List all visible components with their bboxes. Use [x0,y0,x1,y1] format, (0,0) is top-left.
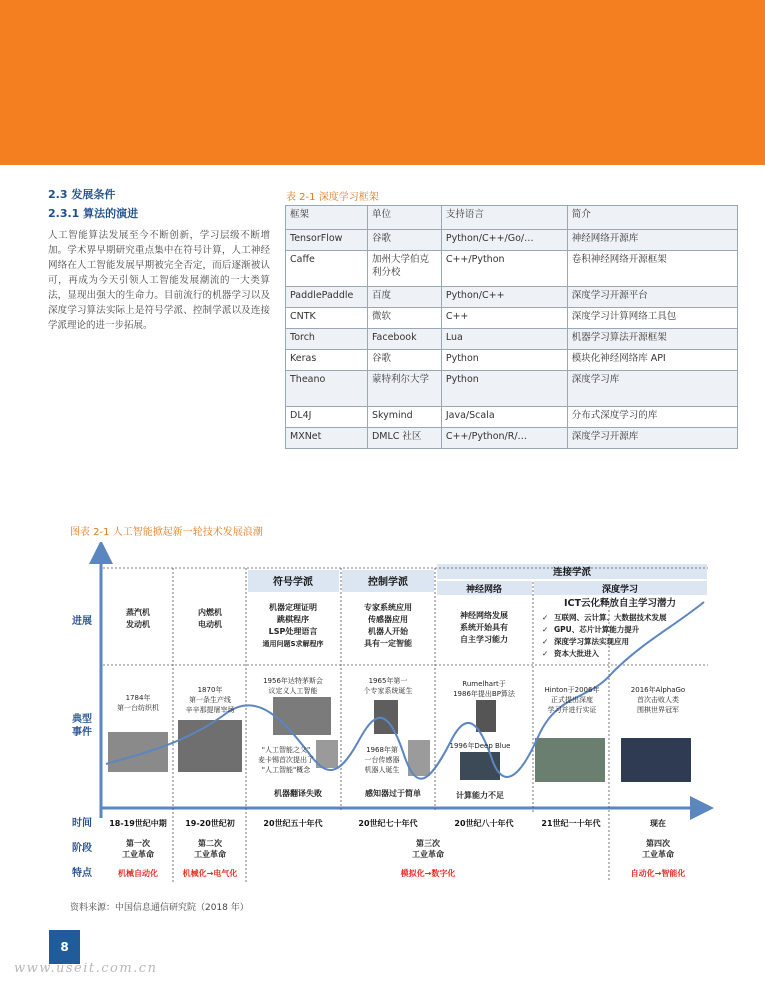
downturn-label: 机器翻译失败 [274,789,322,798]
row-label-feature: 特点 [72,868,92,879]
table-cell: Keras [286,350,368,371]
table-header-cell: 单位 [367,206,441,230]
table-cell: 神经网络开源库 [567,230,737,251]
progress-text: 蒸汽机 [126,608,150,617]
stage-label: 第二次 [198,839,222,848]
event-text: 一台传感器 [364,756,400,764]
table-header-cell: 支持语言 [441,206,567,230]
school-control: 控制学派 [368,577,408,588]
stage-label: 工业革命 [642,850,674,859]
photo-rumelhart [476,700,496,732]
event-text: 正式提出深度 [551,696,593,704]
table-cell: 谷歌 [367,230,441,251]
table-cell: C++/Python/R/… [441,428,567,449]
time-label: 18-19世纪中期 [109,819,167,828]
photo-production-line [178,720,242,772]
event-text: 1968年第 [366,746,398,754]
event-text: 1956年达特茅斯会 [263,677,323,685]
body-paragraph: 人工智能算法发展至今不断创新，学习层级不断增加。学术界早期研究重点集中在符号计算，人工神经网络在人工智能发展早期被完全否定，而后逐渐被认可，再成为今天引领人工智能发展潮流的一大类算法，显现出强大的生命力。目前流行的机器学习以及深度学习算法实际上是符号学派、控制学派以及连接学派理论的进一步拓展。 [48,230,270,331]
table-row [286,407,738,428]
table-cell: 模块化神经网络库 API [567,350,737,371]
table-cell: 深度学习计算网络工具包 [567,308,737,329]
progress-text: 自主学习能力 [460,635,508,644]
photo-hinton [535,738,605,782]
table-cell: 卷积神经网络开源框架 [567,251,737,287]
event-text: 1965年第一 [368,677,408,685]
table-cell: Lua [441,329,567,350]
event-text: 1784年 [125,694,151,702]
table-row [286,371,738,407]
table-row [286,251,738,287]
table-row [286,230,738,251]
progress-text: 传感器应用 [368,615,408,624]
photo-spinning-machine [108,732,168,772]
downturn-label: 感知器过于简单 [365,789,421,798]
school-neural: 神经网络 [465,585,503,595]
feature-label: 自动化→智能化 [630,869,686,878]
table-cell: Facebook [367,329,441,350]
section-column [48,187,270,333]
progress-text: 内燃机 [198,608,222,617]
table-cell: Python/C++/Go/… [441,230,567,251]
row-label-events: 典型 [72,714,92,725]
table-cell: C++/Python [441,251,567,287]
row-label-time: 时间 [72,818,92,829]
table-header-cell: 框架 [286,206,368,230]
section-heading: 2.3 发展条件 [48,188,116,201]
table-cell: Java/Scala [441,407,567,428]
progress-text: LSP处理语言 [268,627,318,636]
stage-label: 第三次 [416,839,440,848]
table-cell: C++ [441,308,567,329]
event-text: 2016年AlphaGo [630,686,686,694]
event-text: 第一台纺织机 [117,704,159,712]
event-text: 围棋世界冠军 [637,706,679,714]
stage-label: 第一次 [126,839,150,848]
stage-label: 工业革命 [122,850,154,859]
feature-label: 机械自动化 [118,869,158,878]
table-cell: 深度学习库 [567,371,737,407]
table-cell: Caffe [286,251,368,287]
event-text: 1870年 [197,686,223,694]
table-cell: Theano [286,371,368,407]
school-connection: 连接学派 [552,567,592,578]
progress-bullet: 互联网、云计算、大数据技术发展 [554,613,667,622]
progress-bullet: GPU、芯片计算能力提升 [554,625,640,634]
stage-label: 第四次 [646,839,670,848]
table-cell: Skymind [367,407,441,428]
downturn-label: 计算能力不足 [456,791,504,800]
event-text: Rumelhart于 [462,680,506,688]
progress-text: 神经网络发展 [460,611,508,620]
progress-text: 发动机 [126,620,150,629]
school-symbolic: 符号学派 [273,577,313,588]
table-cell: 分布式深度学习的库 [567,407,737,428]
progress-text: 具有一定智能 [364,639,412,648]
table-cell: CNTK [286,308,368,329]
event-text: 机器人诞生 [364,766,400,774]
table-cell: Python/C++ [441,287,567,308]
table-cell: 谷歌 [367,350,441,371]
table-cell: 加州大学伯克利分校 [367,251,441,287]
table-cell: 微软 [367,308,441,329]
event-text: 议定义人工智能 [268,687,318,695]
table-cell: 深度学习开源平台 [567,287,737,308]
table-row [286,287,738,308]
event-text: 首次击败人类 [637,696,679,704]
time-label: 19-20世纪初 [185,819,235,828]
event-text: 1996年Deep Blue [449,742,511,750]
event-text: 1986年提出BP算法 [453,690,515,698]
event-text: Hinton于2006年 [544,686,600,694]
feature-label: 机械化→电气化 [182,869,238,878]
event-text: 第一条生产线 [189,696,231,704]
photo-alphago [621,738,691,782]
time-label: 现在 [650,819,666,828]
progress-text: ICT云化释放自主学习潜力 [564,598,676,609]
event-text: "人工智能之父" [261,746,311,754]
table-cell: DMLC 社区 [367,428,441,449]
table-cell: PaddlePaddle [286,287,368,308]
event-text: 个专家系统诞生 [363,687,413,695]
table-cell: 机器学习算法开源框架 [567,329,737,350]
table-cell: MXNet [286,428,368,449]
subsection-heading: 2.3.1 算法的演进 [48,207,139,220]
table-cell: Python [441,350,567,371]
progress-text: 电动机 [198,620,222,629]
time-label: 21世纪一十年代 [541,819,601,828]
table-header-cell: 简介 [567,206,737,230]
page-number: 8 [49,930,80,964]
progress-text: 机器定理证明 [269,603,317,612]
table-cell: Torch [286,329,368,350]
top-banner [0,0,765,165]
ai-wave-timeline-figure [68,542,718,882]
watermark: www.useit.com.cn [14,961,158,976]
stage-label: 工业革命 [194,850,226,859]
check-mark-icon: ✓ [542,625,549,634]
progress-bullet: 深度学习算法实现应用 [554,637,629,646]
event-text: 学习并进行实证 [547,706,597,714]
table-row [286,428,738,449]
feature-label: 模拟化→数字化 [400,869,456,878]
progress-text: 专家系统应用 [364,603,412,612]
check-mark-icon: ✓ [542,613,549,622]
check-mark-icon: ✓ [542,649,549,658]
progress-text: 通用问题S求解程序 [262,640,324,648]
progress-text: 系统开始具有 [460,623,508,632]
photo-expert-system [374,700,398,734]
progress-text: 机器人开始 [368,627,408,636]
table-cell: 深度学习开源库 [567,428,737,449]
photo-dartmouth [273,697,331,735]
framework-table [285,205,738,449]
table-cell: TensorFlow [286,230,368,251]
figure-caption: 图表 2-1 人工智能掀起新一轮技术发展浪潮 [70,527,263,538]
table-cell: 蒙特利尔大学 [367,371,441,407]
event-text: 麦卡锡首次提出了 [258,756,314,764]
event-text: 辛辛那提屠宰场 [185,706,235,714]
event-text: "人工智能"概念 [261,766,311,774]
table-row [286,350,738,371]
table-cell: DL4J [286,407,368,428]
table-cell: 百度 [367,287,441,308]
row-label-stage: 阶段 [72,843,92,854]
stage-label: 工业革命 [412,850,444,859]
table-caption: 表 2-1 深度学习框架 [286,192,379,203]
time-label: 20世纪八十年代 [454,819,514,828]
check-mark-icon: ✓ [542,637,549,646]
row-label-events: 事件 [72,727,92,738]
time-label: 20世纪五十年代 [263,819,323,828]
time-label: 20世纪七十年代 [358,819,418,828]
row-label-progress: 进展 [72,616,92,627]
table-row [286,308,738,329]
progress-bullet: 资本大批进入 [554,649,599,658]
source-note: 资料来源：中国信息通信研究院（2018 年） [70,903,249,913]
table-cell: Python [441,371,567,407]
progress-text: 跳棋程序 [277,615,309,624]
table-row [286,329,738,350]
table-header-row [286,206,738,230]
school-deep: 深度学习 [601,585,639,595]
